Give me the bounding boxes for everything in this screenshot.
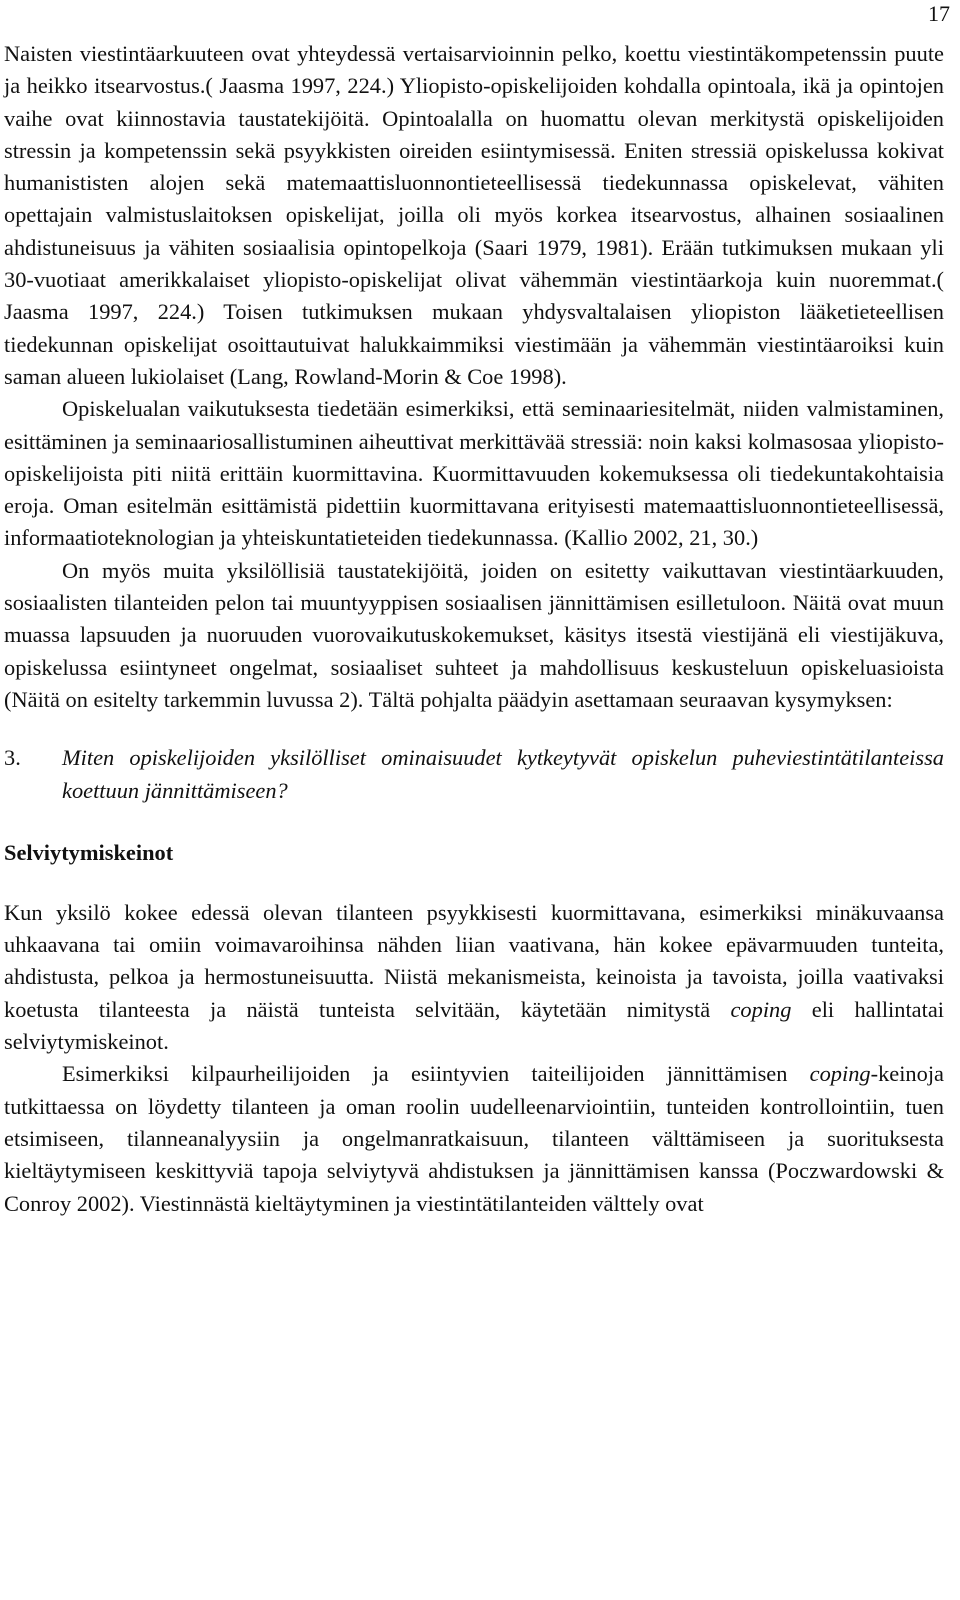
paragraph-4-term: coping xyxy=(730,996,792,1022)
paragraph-5-text-a: Esimerkiksi kilpaurheilijoiden ja esiintyvien taiteilijoiden jännittämisen xyxy=(62,1061,788,1087)
paragraph-4-text-b: eli hallintatai selviytymiskeinot. xyxy=(4,996,944,1055)
paragraph-5-text-b: -keinoja tutkittaessa on löydetty tilanteen ja oman roolin uudelleenarviointiin, tunteiden kontrollointiin, tuen etsimiseen, tilanneanalyysiin ja ongelmanratkaisuun, tilanteen välttämiseen ja suorituksesta kieltäytymiseen keskittyviä tapoja selviytyvä ahdistuksen ja jännittämisen kanssa (Poczwardowski & Conroy 2002). Viestinnästä kieltäytyminen ja viestintätilanteiden välttely ovat xyxy=(4,1061,944,1216)
paragraph-4 xyxy=(4,897,944,1058)
paragraph-1: Naisten viestintäarkuuteen ovat yhteydessä vertaisarvioinnin pelko, koettu viestintäkompetenssin puute ja heikko itsearvostus.( Jaasma 1997, 224.) Yliopisto-opiskelijoiden kohdalla opintoala, ikä ja opintojen vaihe ovat kiinnostavia taustatekijöitä. Opintoalalla on huomattu olevan merkitystä opiskelijoiden stressin ja kompetenssin sekä psyykkisten oireiden esiintymisessä. Eniten stressiä opiskelussa kokivat humanististen alojen sekä matemaattisluonnontieteellisessä tiedekunnassa opiskelevat, vähiten opettajain valmistuslaitoksen opiskelijat, joilla oli myös korkea itsearvostus, alhainen sosiaalinen ahdistuneisuus ja vähiten sosiaalisia opintopelkoja (Saari 1979, 1981). Erään tutkimuksen mukaan yli 30-vuotiaat amerikkalaiset yliopisto-opiskelijat olivat vähemmän viestintäarkoja kuin nuoremmat.( Jaasma 1997, 224.) Toisen tutkimuksen mukaan yhdysvaltalaisen yliopiston lääketieteellisen tiedekunnan opiskelijat osoittautuivat halukkaimmiksi viestimään ja vähemmän viestintäaroiksi kuin saman alueen lukiolaiset (Lang, Rowland-Morin & Coe 1998). xyxy=(4,41,944,389)
page-number: 17 xyxy=(928,1,950,26)
research-question xyxy=(4,742,944,807)
paragraph-4-text-a: Kun yksilö kokee edessä olevan tilanteen psyykkisesti kuormittavana, esimerkiksi minäkuvaansa uhkaavana tai omiin voimavaroihinsa nähden liian vaativana, hän kokee epävarmuuden tunteita, ahdistusta, pelkoa ja hermostuneisuutta. Niistä mekanismeista, keinoista ja tavoista, joilla vaativaksi koetusta tilanteesta ja näistä tunteista selvitään, käytetään nimitystä xyxy=(4,899,944,1022)
paragraph-5-term: coping xyxy=(809,1061,871,1087)
paragraph-2: Opiskelualan vaikutuksesta tiedetään esimerkiksi, että seminaariesitelmät, niiden valmistaminen, esittäminen ja seminaariosallistuminen aiheuttivat merkittävää stressiä: noin kaksi kolmasosaa yliopisto-opiskelijoista piti niitä erittäin kuormittavina. Kuormittavuuden kokemuksessa oli tiedekuntakohtaisia eroja. Oman esitelmän esittämistä pidettiin kuormittavana erityisesti matemaattisluonnontieteellisessä, informaatioteknologian ja yhteiskuntatieteiden tiedekunnassa. (Kallio 2002, 21, 30.) xyxy=(4,396,944,551)
section-heading: Selviytymiskeinot xyxy=(4,839,174,865)
paragraph-5 xyxy=(4,1058,944,1219)
research-question-number: 3. xyxy=(4,745,21,771)
research-question-text: Miten opiskelijoiden yksilölliset ominaisuudet kytkeytyvät opiskelun puheviestintätilanteissa koettuun jännittämiseen? xyxy=(62,745,944,803)
paragraph-3: On myös muita yksilöllisiä taustatekijöitä, joiden on esitetty vaikuttavan viestintäarkuuden, sosiaalisten tilanteiden pelon tai muuntyyppisen sosiaalisen jännittämisen esilletuloon. Näitä ovat muun muassa lapsuuden ja nuoruuden vuorovaikutuskokemukset, käsitys itsestä viestijänä eli viestijäkuva, opiskelussa esiintyneet ongelmat, sosiaaliset suhteet ja mahdollisuus keskusteluun opiskeluasioista (Näitä on esitelty tarkemmin luvussa 2). Tältä pohjalta päädyin asettamaan seuraavan kysymyksen: xyxy=(4,557,944,712)
